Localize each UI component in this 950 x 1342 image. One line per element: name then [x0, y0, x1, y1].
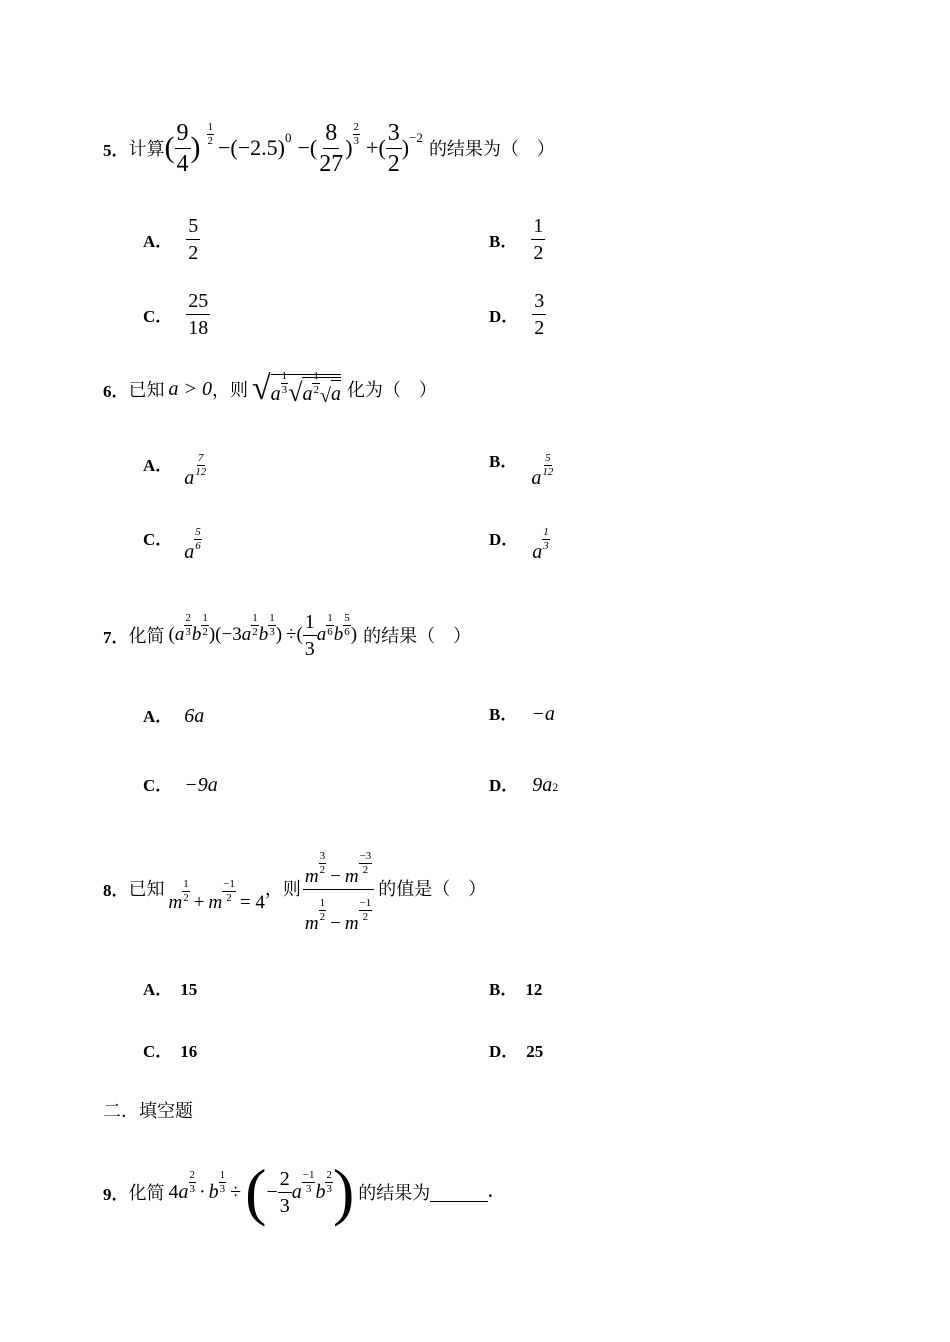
option-c[interactable] [143, 288, 210, 340]
question-prefix: 化简 [128, 1183, 165, 1204]
option-b[interactable] [489, 700, 555, 726]
option-d[interactable] [489, 288, 546, 340]
section-title: 二．填空题 [103, 1101, 193, 1122]
option-label: D． [489, 776, 519, 795]
option-value: 12 [525, 980, 543, 999]
question-number: 6． [103, 381, 129, 401]
exponent: 1 2 [207, 120, 213, 147]
option-label: C． [143, 530, 173, 549]
option-label: B． [489, 980, 518, 999]
question-7 [103, 604, 471, 666]
option-label: A． [143, 456, 173, 475]
question-suffix: 的值是（ ） [378, 879, 487, 900]
option-value: a 5 12 [531, 452, 554, 489]
question-9: 9． 化简 4 a 2 3 · b $\frac{1}{3}$ ÷ ( − $\frac{2}{3}$ a −1 3 b 2 3 ) 的结果为 . [103, 1156, 493, 1227]
answer-blank[interactable] [430, 1183, 488, 1202]
option-label: A． [143, 980, 173, 999]
option-label: D． [489, 530, 519, 549]
option-a[interactable] [143, 213, 200, 265]
fraction: $\frac{3}{2}$ [387, 119, 400, 177]
question-number: 7． [103, 627, 129, 647]
option-value: 25 [526, 1042, 544, 1061]
option-value: a 1 3 [532, 526, 549, 563]
math-expression: ( a 2 3 b 1 2 ) (−3 a 1 2 b 1 3 ) ÷( $\frac{1}{3}$ a 1 6 b 5 6 ) [168, 610, 358, 660]
option-a[interactable] [143, 450, 207, 490]
option-value: $\frac{5}{2}$ [188, 214, 199, 264]
math-expression: ( $\frac{9}{4}$ ) 1 2 −(−2.5) $^0$ −( $\frac{8}{27}$ ) 2 3 +( $\frac{3}{2}$ ) $^{-2}$ [164, 119, 423, 177]
option-value: 16 [180, 1042, 198, 1061]
question-prefix: 化简 [128, 626, 165, 647]
option-label: D． [489, 1042, 519, 1061]
option-label: D． [489, 306, 519, 326]
question-prefix: 已知 [128, 380, 165, 401]
question-6: 6． 已知 a > 0 ，则 √ a 1 3 √ a 1 2 √ a 化为（ ） [103, 370, 437, 407]
question-number: 9． [103, 1184, 129, 1204]
option-value: a 7 12 [184, 452, 207, 489]
option-value: a 5 6 [184, 526, 201, 563]
condition: a > 0 [168, 377, 212, 400]
option-value: 9a [532, 774, 553, 796]
option-b[interactable] [489, 450, 554, 490]
question-prefix: 已知 [128, 879, 165, 900]
option-d[interactable] [489, 1037, 543, 1062]
option-label: B． [489, 231, 518, 251]
option-value: −9a [184, 774, 218, 796]
option-value: $\frac{25}{18}$ [188, 289, 209, 339]
nested-radical: √ a 1 3 √ a 1 2 √ a [252, 370, 341, 407]
option-value: 15 [180, 980, 198, 999]
option-value: 6a [184, 705, 205, 727]
option-label: A． [143, 707, 173, 726]
question-suffix: 的结果为（ ） [428, 139, 555, 160]
option-d[interactable] [489, 524, 550, 564]
target-fraction: m 3 2 − m −3 2 m 1 2 − m −1 2 [303, 843, 374, 933]
question-suffix: 的结果（ ） [363, 626, 472, 647]
option-label: C． [143, 1042, 173, 1061]
exponent: 2 3 [353, 120, 360, 147]
option-c[interactable] [143, 1037, 197, 1062]
question-8: 8． 已知 m 1 2 + m $\frac{-1}{2}$ = 4 ，则 m 3 2 − m −3 2 m 1 2 − m −1 2 的值是（ ） [103, 842, 486, 934]
option-label: B． [489, 705, 518, 724]
option-c[interactable] [143, 771, 218, 797]
option-b[interactable] [489, 975, 542, 1000]
question-number: 8． [103, 880, 129, 900]
fraction: $\frac{9}{4}$ [176, 119, 189, 177]
option-c[interactable] [143, 524, 202, 564]
option-value: $\frac{1}{2}$ [533, 214, 544, 264]
question-suffix: 的结果为 [358, 1183, 431, 1204]
question-5 [103, 118, 555, 178]
fraction: $\frac{8}{27}$ [319, 119, 344, 177]
option-a[interactable] [143, 975, 197, 1000]
question-suffix: 化为（ ） [346, 380, 437, 401]
question-number: 5． [103, 140, 129, 160]
option-label: C． [143, 776, 173, 795]
math-expression: 4 a 2 3 · b $\frac{1}{3}$ ÷ ( − $\frac{2}{3}$ a −1 3 b 2 3 ) [168, 1156, 355, 1227]
option-a[interactable] [143, 702, 204, 728]
option-value: −a [531, 703, 555, 725]
condition: m 1 2 + m $\frac{-1}{2}$ = 4 [168, 877, 265, 913]
option-label: C． [143, 306, 173, 326]
option-label: A． [143, 231, 173, 251]
option-value: $\frac{3}{2}$ [534, 289, 545, 339]
question-prefix: 计算 [128, 139, 165, 160]
option-label: B． [489, 452, 518, 471]
option-d[interactable]: D． 9a 2 [489, 771, 558, 797]
option-b[interactable] [489, 213, 545, 265]
